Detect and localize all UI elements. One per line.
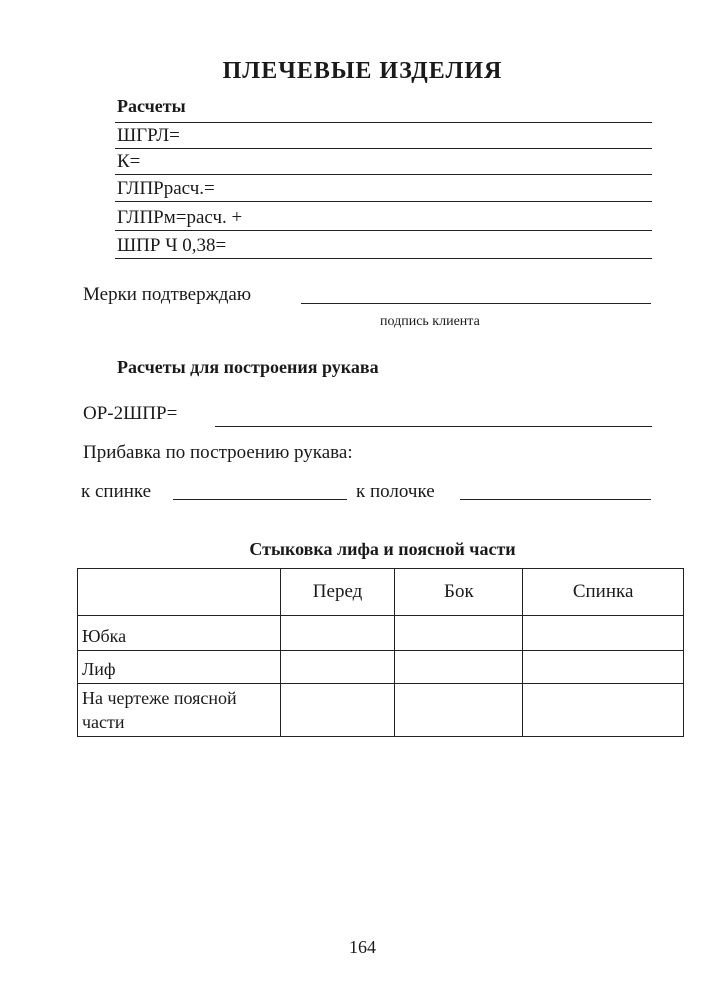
op-formula-label: ОР-2ШПР= bbox=[83, 403, 178, 424]
row-label-waist-drawing: На чертеже поясной части bbox=[78, 684, 281, 737]
table-cell[interactable] bbox=[395, 651, 523, 684]
table-cell[interactable] bbox=[395, 684, 523, 737]
table-row bbox=[78, 616, 684, 651]
page-number: 164 bbox=[349, 937, 376, 957]
sleeve-calculations-heading: Расчеты для построения рукава bbox=[117, 357, 379, 377]
table-header-row bbox=[78, 569, 684, 616]
table-cell[interactable] bbox=[523, 651, 684, 684]
table-header-empty bbox=[78, 569, 281, 616]
signature-line bbox=[301, 303, 651, 304]
calculations-heading: Расчеты bbox=[117, 96, 186, 116]
table-cell[interactable] bbox=[280, 616, 395, 651]
table-row bbox=[78, 651, 684, 684]
signature-caption: подпись клиента bbox=[380, 314, 480, 329]
calc-row-shpr: ШПР Ч 0,38= bbox=[115, 233, 652, 259]
measurements-confirm-label: Мерки подтверждаю bbox=[83, 284, 252, 305]
op-formula-line bbox=[215, 426, 652, 427]
joint-table-title: Стыковка лифа и поясной части bbox=[249, 539, 516, 559]
back-addition-line bbox=[173, 499, 347, 500]
joint-table bbox=[77, 568, 684, 737]
row-label-bodice: Лиф bbox=[78, 651, 281, 684]
page-title: ПЛЕЧЕВЫЕ ИЗДЕЛИЯ bbox=[222, 58, 503, 84]
table-cell[interactable] bbox=[523, 616, 684, 651]
calc-row-shgrl: ШГРЛ= bbox=[115, 123, 652, 149]
table-cell[interactable] bbox=[523, 684, 684, 737]
front-addition-line bbox=[460, 499, 651, 500]
front-addition-label: к полочке bbox=[356, 481, 435, 502]
table-header-front: Перед bbox=[280, 569, 395, 616]
table-cell[interactable] bbox=[280, 684, 395, 737]
calc-row-glpr-m: ГЛПРм=расч. + bbox=[115, 205, 652, 231]
back-addition-label: к спинке bbox=[81, 481, 152, 502]
table-header-back: Спинка bbox=[523, 569, 684, 616]
calc-row-glpr-calc: ГЛПРрасч.= bbox=[115, 176, 652, 202]
table-row bbox=[78, 684, 684, 737]
table-cell[interactable] bbox=[395, 616, 523, 651]
table-cell[interactable] bbox=[280, 651, 395, 684]
sleeve-addition-label: Прибавка по построению рукава: bbox=[83, 442, 353, 463]
table-header-side: Бок bbox=[395, 569, 523, 616]
row-label-skirt: Юбка bbox=[78, 616, 281, 651]
calc-row-k: К= bbox=[115, 149, 652, 175]
